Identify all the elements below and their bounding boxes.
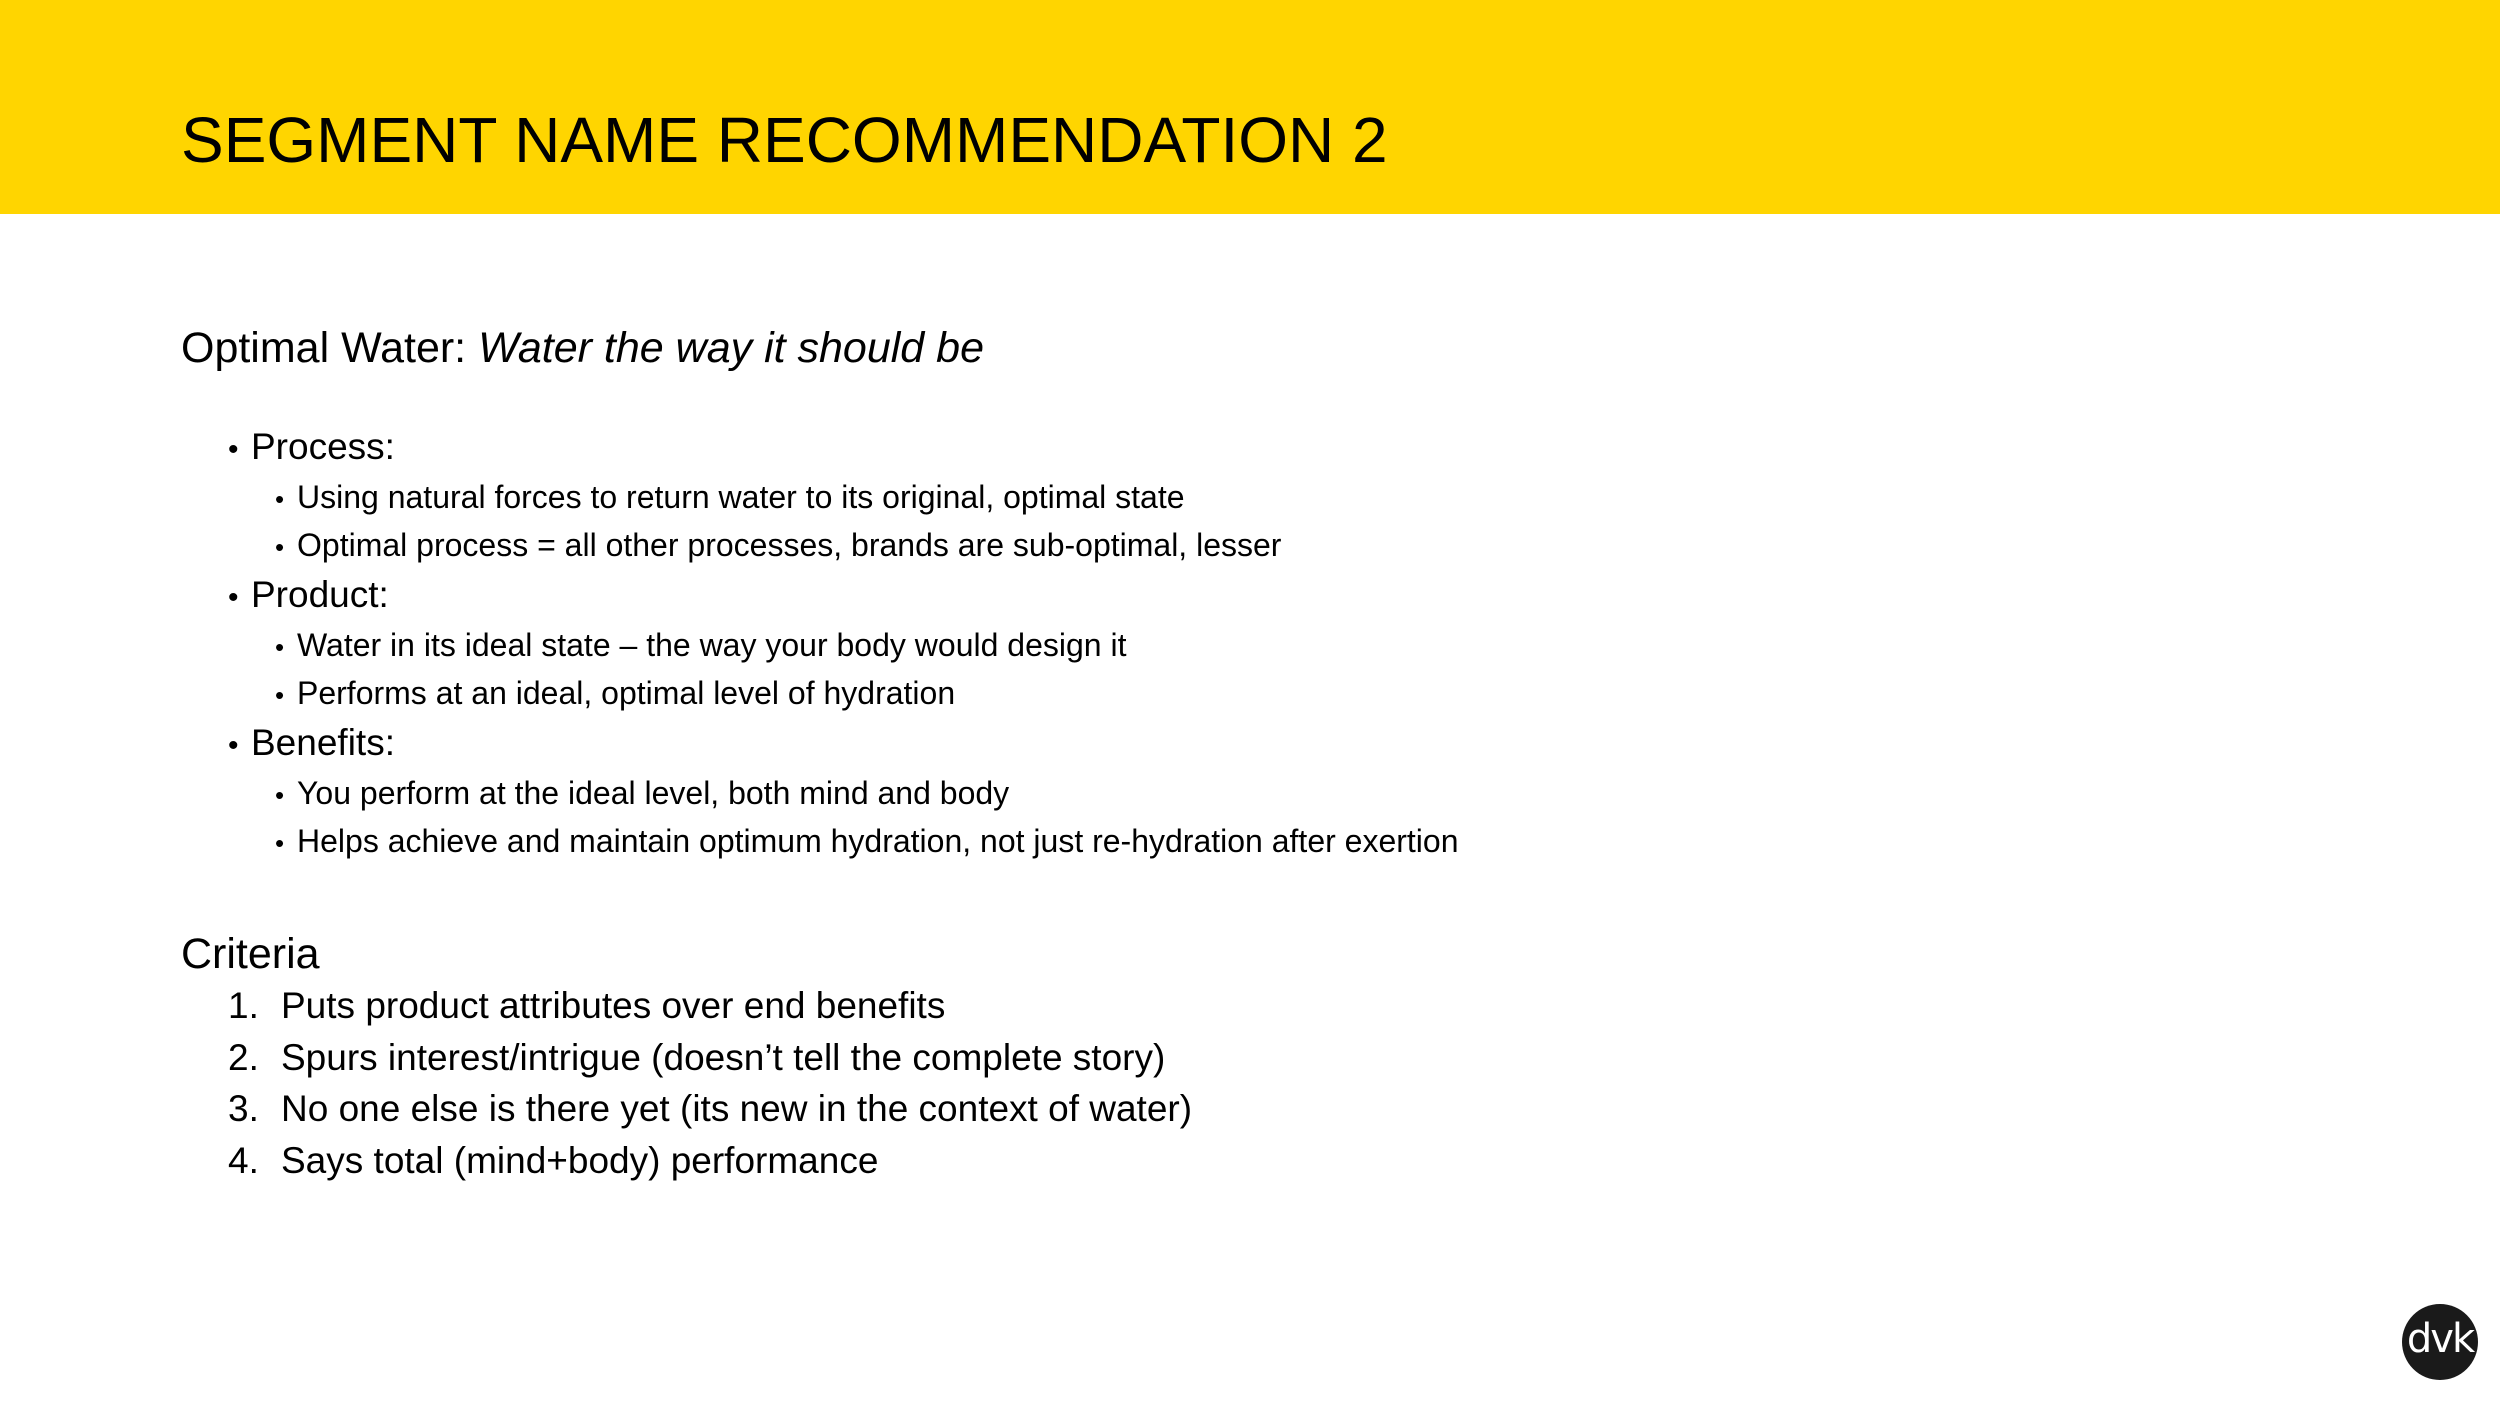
- slide-content: [181, 320, 2381, 1186]
- list-item-text: Helps achieve and maintain optimum hydration, not just re-hydration after exertion: [297, 823, 1459, 859]
- criteria-number: 3.: [228, 1088, 259, 1129]
- bullet-icon: •: [275, 780, 285, 810]
- criteria-item: [228, 1032, 2381, 1084]
- section-items: [228, 474, 2381, 570]
- list-item-text: Performs at an ideal, optimal level of hydration: [297, 675, 956, 711]
- criteria-heading: Criteria: [181, 930, 320, 978]
- bullet-icon: •: [228, 581, 239, 614]
- list-item: [275, 770, 2381, 818]
- list-item-text: Water in its ideal state – the way your body would design it: [297, 627, 1127, 663]
- logo-text: dvk: [2406, 1316, 2474, 1362]
- criteria-number: 2.: [228, 1036, 259, 1078]
- section-items: [228, 622, 2381, 718]
- list-item: [275, 622, 2381, 670]
- section-benefits: [228, 718, 2381, 866]
- list-item-text: Using natural forces to return water to its original, optimal state: [297, 479, 1185, 515]
- bullet-icon: •: [275, 680, 285, 710]
- criteria-text: Puts product attributes over end benefits: [281, 985, 946, 1026]
- criteria-list: [181, 980, 2381, 1186]
- section-items: [228, 770, 2381, 866]
- criteria-text: Spurs interest/intrigue (doesn’t tell the complete story): [281, 1036, 1166, 1078]
- criteria-number: 4.: [228, 1139, 259, 1181]
- criteria-text: No one else is there yet (its new in the context of water): [281, 1088, 1193, 1129]
- section-label: Process:: [251, 426, 395, 467]
- criteria-item: [228, 980, 2381, 1032]
- criteria-item: [228, 1083, 2381, 1135]
- sections-list: [181, 422, 2381, 866]
- list-item: [275, 474, 2381, 522]
- list-item: [275, 818, 2381, 866]
- segment-name: Optimal Water:: [181, 324, 479, 372]
- section-process: [228, 422, 2381, 570]
- list-item-text: Optimal process = all other processes, brands are sub-optimal, lesser: [297, 527, 1282, 563]
- dvk-logo: [2402, 1304, 2478, 1380]
- criteria-item: [228, 1135, 2381, 1187]
- list-item: [275, 522, 2381, 570]
- segment-tagline: Water the way it should be: [478, 324, 984, 372]
- bullet-icon: •: [275, 828, 285, 858]
- slide-title: SEGMENT NAME RECOMMENDATION 2: [181, 104, 1388, 176]
- bullet-icon: •: [275, 632, 285, 662]
- bullet-icon: •: [275, 484, 285, 514]
- bullet-icon: •: [228, 433, 239, 466]
- section-label: Benefits:: [251, 722, 395, 763]
- bullet-icon: •: [228, 729, 239, 762]
- criteria-number: 1.: [228, 985, 259, 1026]
- criteria-text: Says total (mind+body) performance: [281, 1139, 879, 1181]
- bullet-icon: •: [275, 532, 285, 562]
- list-item-text: You perform at the ideal level, both mind and body: [297, 775, 1010, 811]
- section-label: Product:: [251, 574, 389, 615]
- list-item: [275, 670, 2381, 718]
- segment-heading: [181, 320, 2381, 376]
- section-product: [228, 570, 2381, 718]
